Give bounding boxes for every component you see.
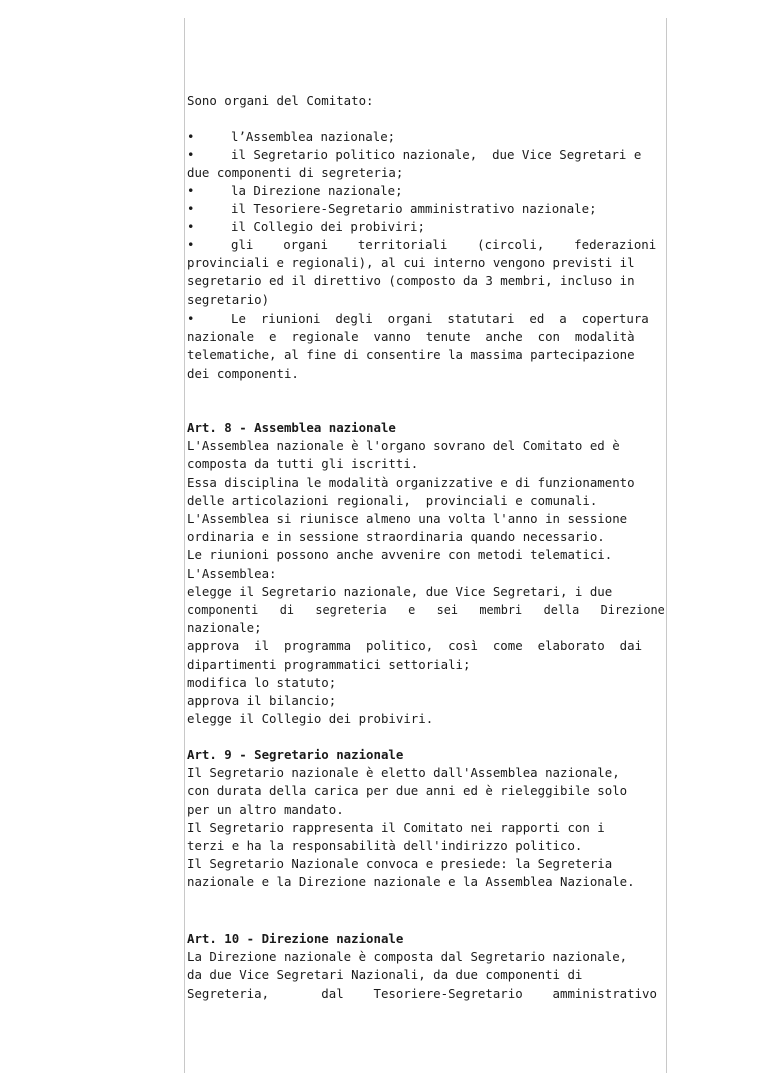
bullet-icon: •: [187, 201, 195, 216]
art8-line: delle articolazioni regionali, provinciali e comunali.: [187, 492, 598, 508]
bullet-item-text: dei componenti.: [187, 365, 299, 381]
art8-line: Essa disciplina le modalità organizzative e di funzionamento: [187, 474, 635, 490]
art9-heading: Art. 9 - Segretario nazionale: [187, 747, 404, 762]
bullet-icon: •: [187, 129, 195, 144]
bullet-item-text: segretario): [187, 291, 270, 307]
art8-line: L'Assemblea si riunisce almeno una volta l'anno in sessione: [187, 511, 628, 526]
art8-line: composta da tutti gli iscritti.: [187, 456, 419, 472]
bullet-item-text: due componenti di segreteria;: [187, 165, 404, 181]
art9-line: Il Segretario nazionale è eletto dall'Assemblea nazionale,: [187, 765, 620, 781]
intro-text: Sono organi del Comitato:: [187, 93, 374, 108]
art9-line: nazionale e la Direzione nazionale e la Assemblea Nazionale.: [187, 874, 635, 890]
art8-line: approva il bilancio;: [187, 693, 337, 708]
art8-line: L'Assemblea:: [187, 565, 277, 581]
bullet-item-text: il Segretario politico nazionale, due Vice Segretari e: [231, 147, 642, 162]
art9-line: Il Segretario rappresenta il Comitato nei rapporti con i: [187, 819, 605, 835]
art8-heading: Art. 8 - Assemblea nazionale: [187, 420, 396, 435]
bullet-item-text: gli organi territoriali (circoli, federazioni: [231, 237, 657, 252]
art8-line: ordinaria e in sessione straordinaria quando necessario.: [187, 529, 605, 545]
art8-line: dipartimenti programmatici settoriali;: [187, 656, 471, 672]
bullet-icon: •: [187, 219, 195, 234]
bullet-icon: •: [187, 147, 195, 162]
art9-line: per un altro mandato.: [187, 801, 344, 817]
bullet-item-text: provinciali e regionali), al cui interno vengono previsti il: [187, 255, 635, 271]
art9-line: Il Segretario Nazionale convoca e presiede: la Segreteria: [187, 856, 613, 872]
art9-line: con durata della carica per due anni ed è rieleggibile solo: [187, 783, 628, 799]
bullet-item-text: segretario ed il direttivo (composto da 3 membri, incluso in: [187, 273, 635, 289]
bullet-item-text: il Tesoriere-Segretario amministrativo nazionale;: [231, 201, 597, 216]
bullet-icon: •: [187, 183, 195, 198]
art8-line: elegge il Segretario nazionale, due Vice Segretari, i due: [187, 583, 613, 599]
art8-line: componenti di segreteria e sei membri della Direzione: [187, 602, 665, 617]
bullet-icon: •: [187, 237, 195, 252]
bullet-icon: •: [187, 311, 195, 326]
art10-line: La Direzione nazionale è composta dal Segretario nazionale,: [187, 949, 628, 965]
art9-line: terzi e ha la responsabilità dell'indirizzo politico.: [187, 838, 583, 853]
art8-line: nazionale;: [187, 620, 262, 636]
art10-line: da due Vice Segretari Nazionali, da due componenti di: [187, 967, 583, 983]
bullet-item-text: l’Assemblea nazionale;: [231, 129, 396, 144]
art8-line: L'Assemblea nazionale è l'organo sovrano del Comitato ed è: [187, 438, 620, 454]
bullet-item-text: telematiche, al fine di consentire la massima partecipazione: [187, 347, 635, 363]
art10-heading: Art. 10 - Direzione nazionale: [187, 931, 404, 946]
right-margin-rule: [666, 18, 667, 1073]
art10-line: Segreteria, dal Tesoriere-Segretario amministrativo: [187, 985, 657, 1001]
left-margin-rule: [184, 18, 185, 1073]
bullet-item-text: nazionale e regionale vanno tenute anche con modalità: [187, 329, 635, 345]
art8-line: Le riunioni possono anche avvenire con metodi telematici.: [187, 547, 613, 563]
bullet-item-text: il Collegio dei probiviri;: [231, 219, 425, 234]
art8-line: modifica lo statuto;: [187, 674, 337, 690]
art8-line: elegge il Collegio dei probiviri.: [187, 711, 434, 727]
bullet-item-text: la Direzione nazionale;: [231, 183, 403, 198]
art8-line: approva il programma politico, così come elaborato dai: [187, 638, 643, 654]
bullet-item-text: Le riunioni degli organi statutari ed a copertura: [231, 311, 649, 326]
